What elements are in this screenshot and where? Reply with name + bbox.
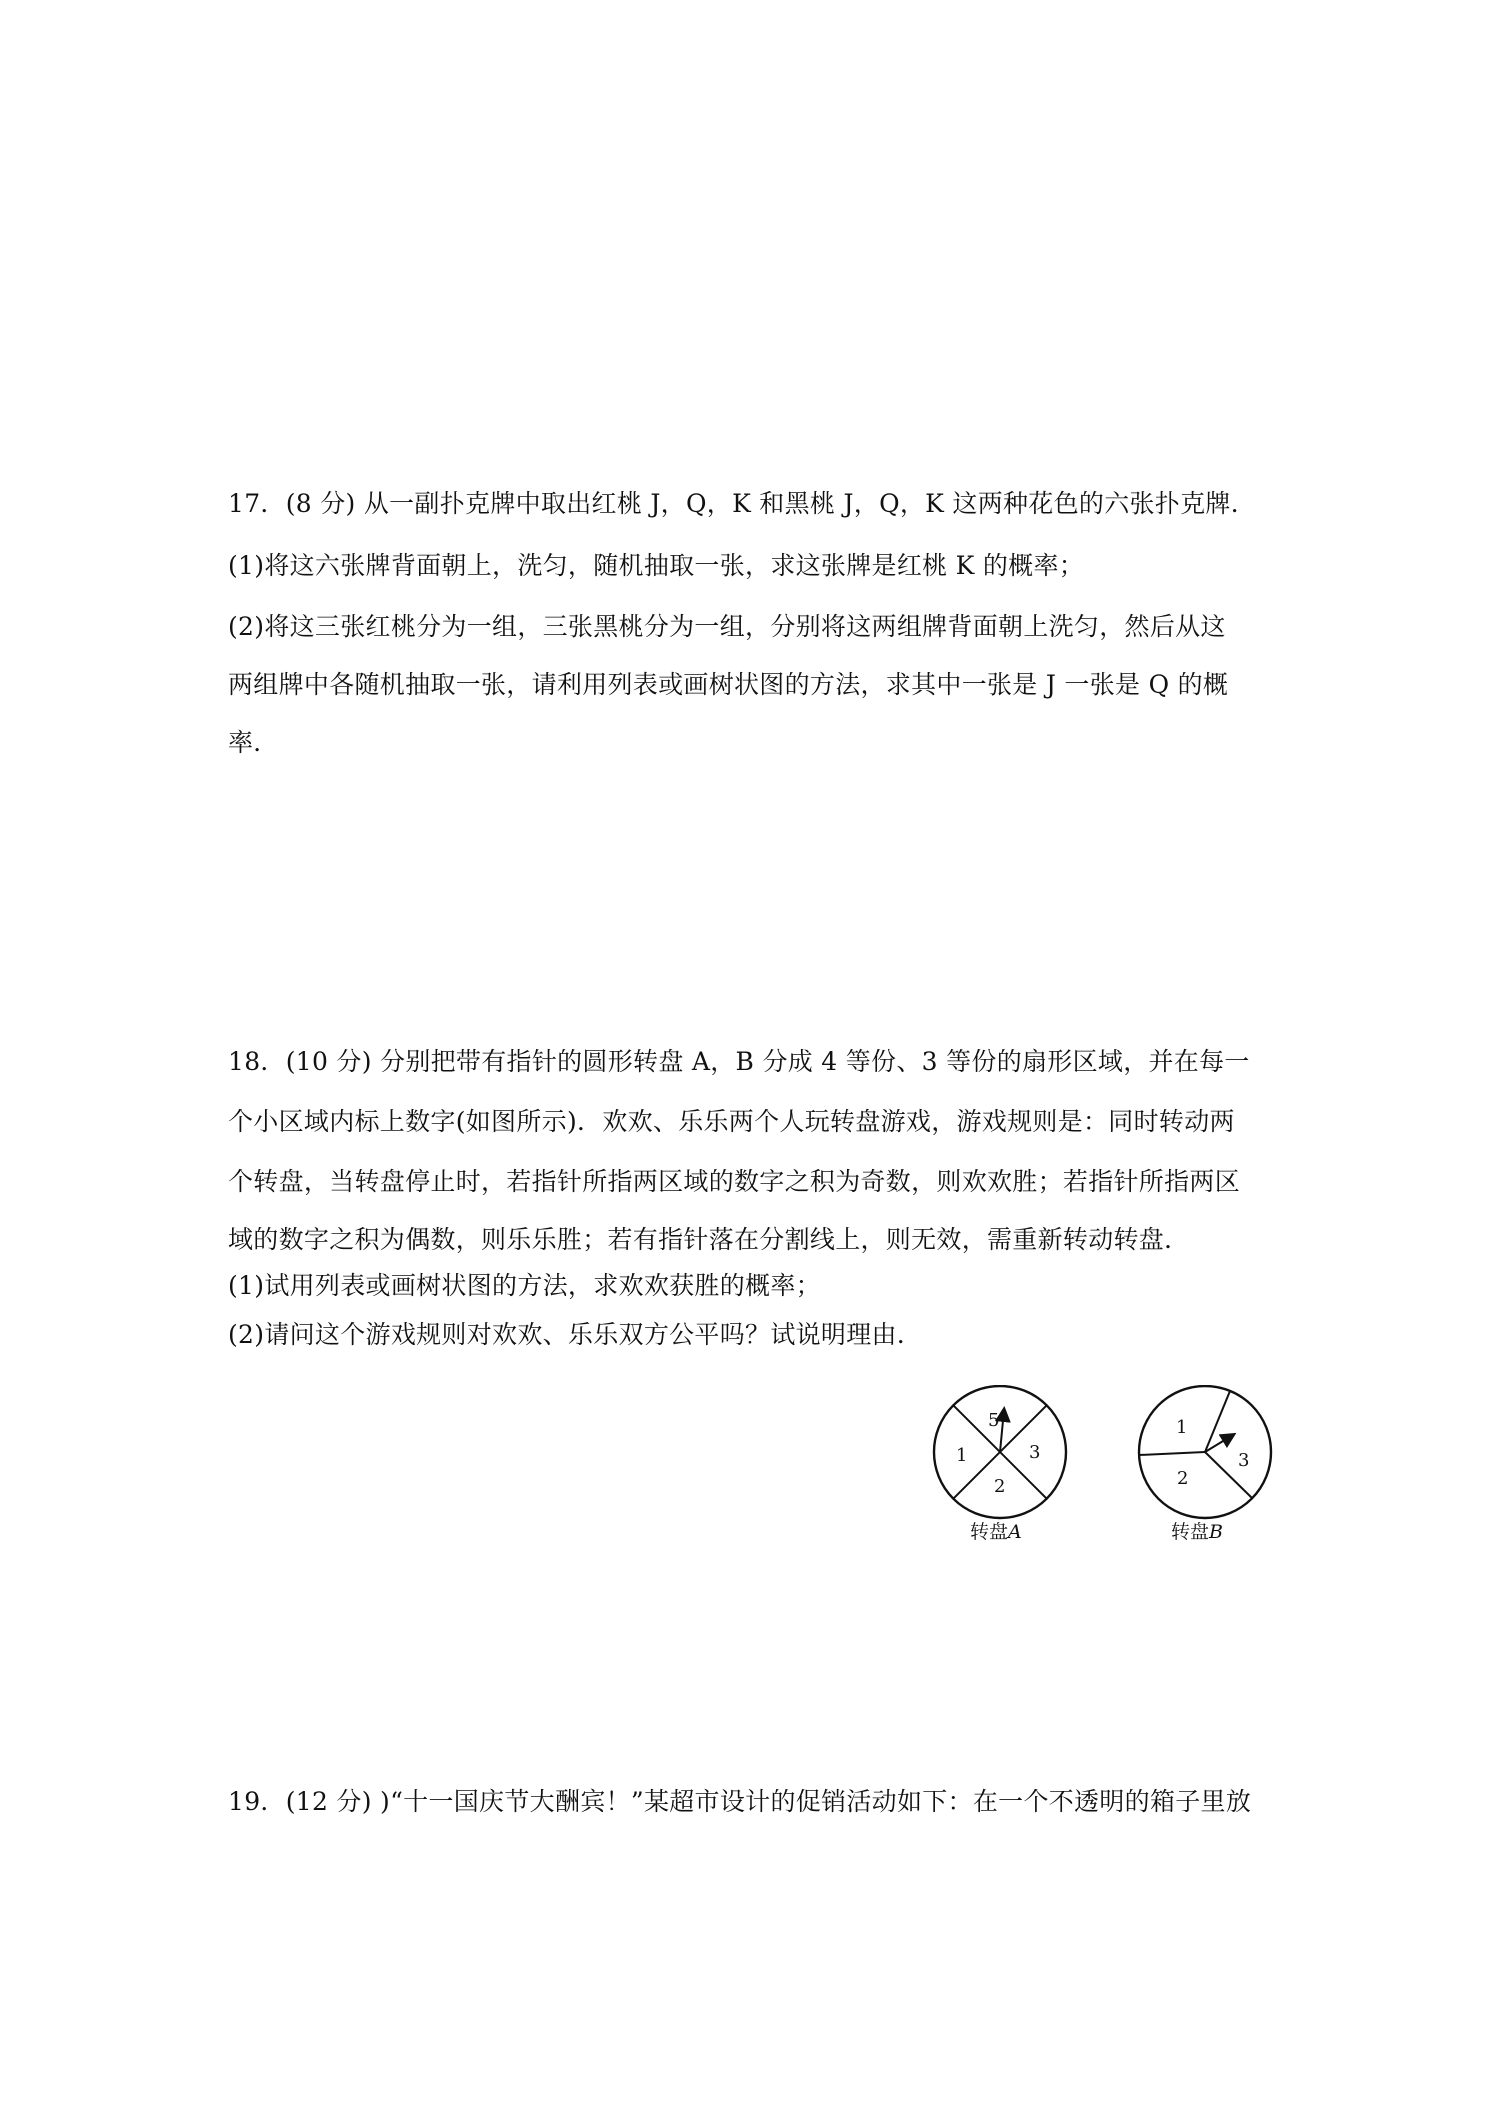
wheel-a-caption-prefix: 转盘 — [970, 1521, 1009, 1543]
wheel-a-caption-letter: A — [1008, 1521, 1022, 1543]
wheel-b-caption-prefix: 转盘 — [1171, 1521, 1210, 1543]
spinner-svg — [930, 1385, 1290, 1545]
wheel-b-caption-letter: B — [1209, 1521, 1223, 1543]
q18-line-6: (2)请问这个游戏规则对欢欢、乐乐双方公平吗？试说明理由． — [228, 1320, 923, 1349]
q17-line-3: (2)将这三张红桃分为一组，三张黑桃分为一组，分别将这两组牌背面朝上洗匀，然后从这 — [228, 612, 1226, 641]
wheel-a-caption — [970, 1521, 1022, 1543]
wheel-b — [1139, 1386, 1271, 1543]
wheel-b-divider-1 — [1205, 1391, 1230, 1452]
q18-line-1: 18．(10 分) 分别把带有指针的圆形转盘 A，B 分成 4 等份、3 等份的扇形区域，并在每一 — [228, 1047, 1250, 1076]
wheel-b-number-top: 1 — [1176, 1417, 1188, 1438]
q17-line-5: 率． — [228, 728, 279, 757]
wheel-b-divider-2 — [1139, 1452, 1205, 1455]
wheel-a-number-top: 5 — [988, 1410, 1000, 1431]
q19-line-1: 19．(12 分) )“十一国庆节大酬宾！”某超市设计的促销活动如下：在一个不透明的箱子里放 — [228, 1787, 1252, 1816]
wheel-a-number-bottom: 2 — [994, 1476, 1006, 1497]
q18-line-2: 个小区域内标上数字(如图所示)．欢欢、乐乐两个人玩转盘游戏，游戏规则是：同时转动两 — [228, 1107, 1235, 1136]
q18-line-5: (1)试用列表或画树状图的方法，求欢欢获胜的概率； — [228, 1271, 821, 1300]
q17-line-1: 17．(8 分) 从一副扑克牌中取出红桃 J，Q，K 和黑桃 J，Q，K 这两种花色的六张扑克牌． — [228, 489, 1256, 518]
q17-line-4: 两组牌中各随机抽取一张，请利用列表或画树状图的方法，求其中一张是 J 一张是 Q 的概 — [228, 670, 1229, 699]
q18-line-4: 域的数字之积为偶数，则乐乐胜；若有指针落在分割线上，则无效，需重新转动转盘． — [228, 1225, 1190, 1254]
q17-line-2: (1)将这六张牌背面朝上，洗匀，随机抽取一张，求这张牌是红桃 K 的概率； — [228, 551, 1085, 580]
wheel-b-number-bottom: 2 — [1177, 1468, 1189, 1489]
wheel-a — [934, 1386, 1066, 1543]
wheel-a-pointer — [1000, 1410, 1004, 1452]
spinner-figure — [930, 1385, 1290, 1545]
wheel-b-number-right: 3 — [1238, 1450, 1250, 1471]
q18-line-3: 个转盘，当转盘停止时，若指针所指两区域的数字之积为奇数，则欢欢胜；若指针所指两区 — [228, 1167, 1241, 1196]
wheel-b-caption — [1171, 1521, 1223, 1543]
wheel-a-number-left: 1 — [956, 1445, 968, 1466]
wheel-a-number-right: 3 — [1029, 1442, 1041, 1463]
